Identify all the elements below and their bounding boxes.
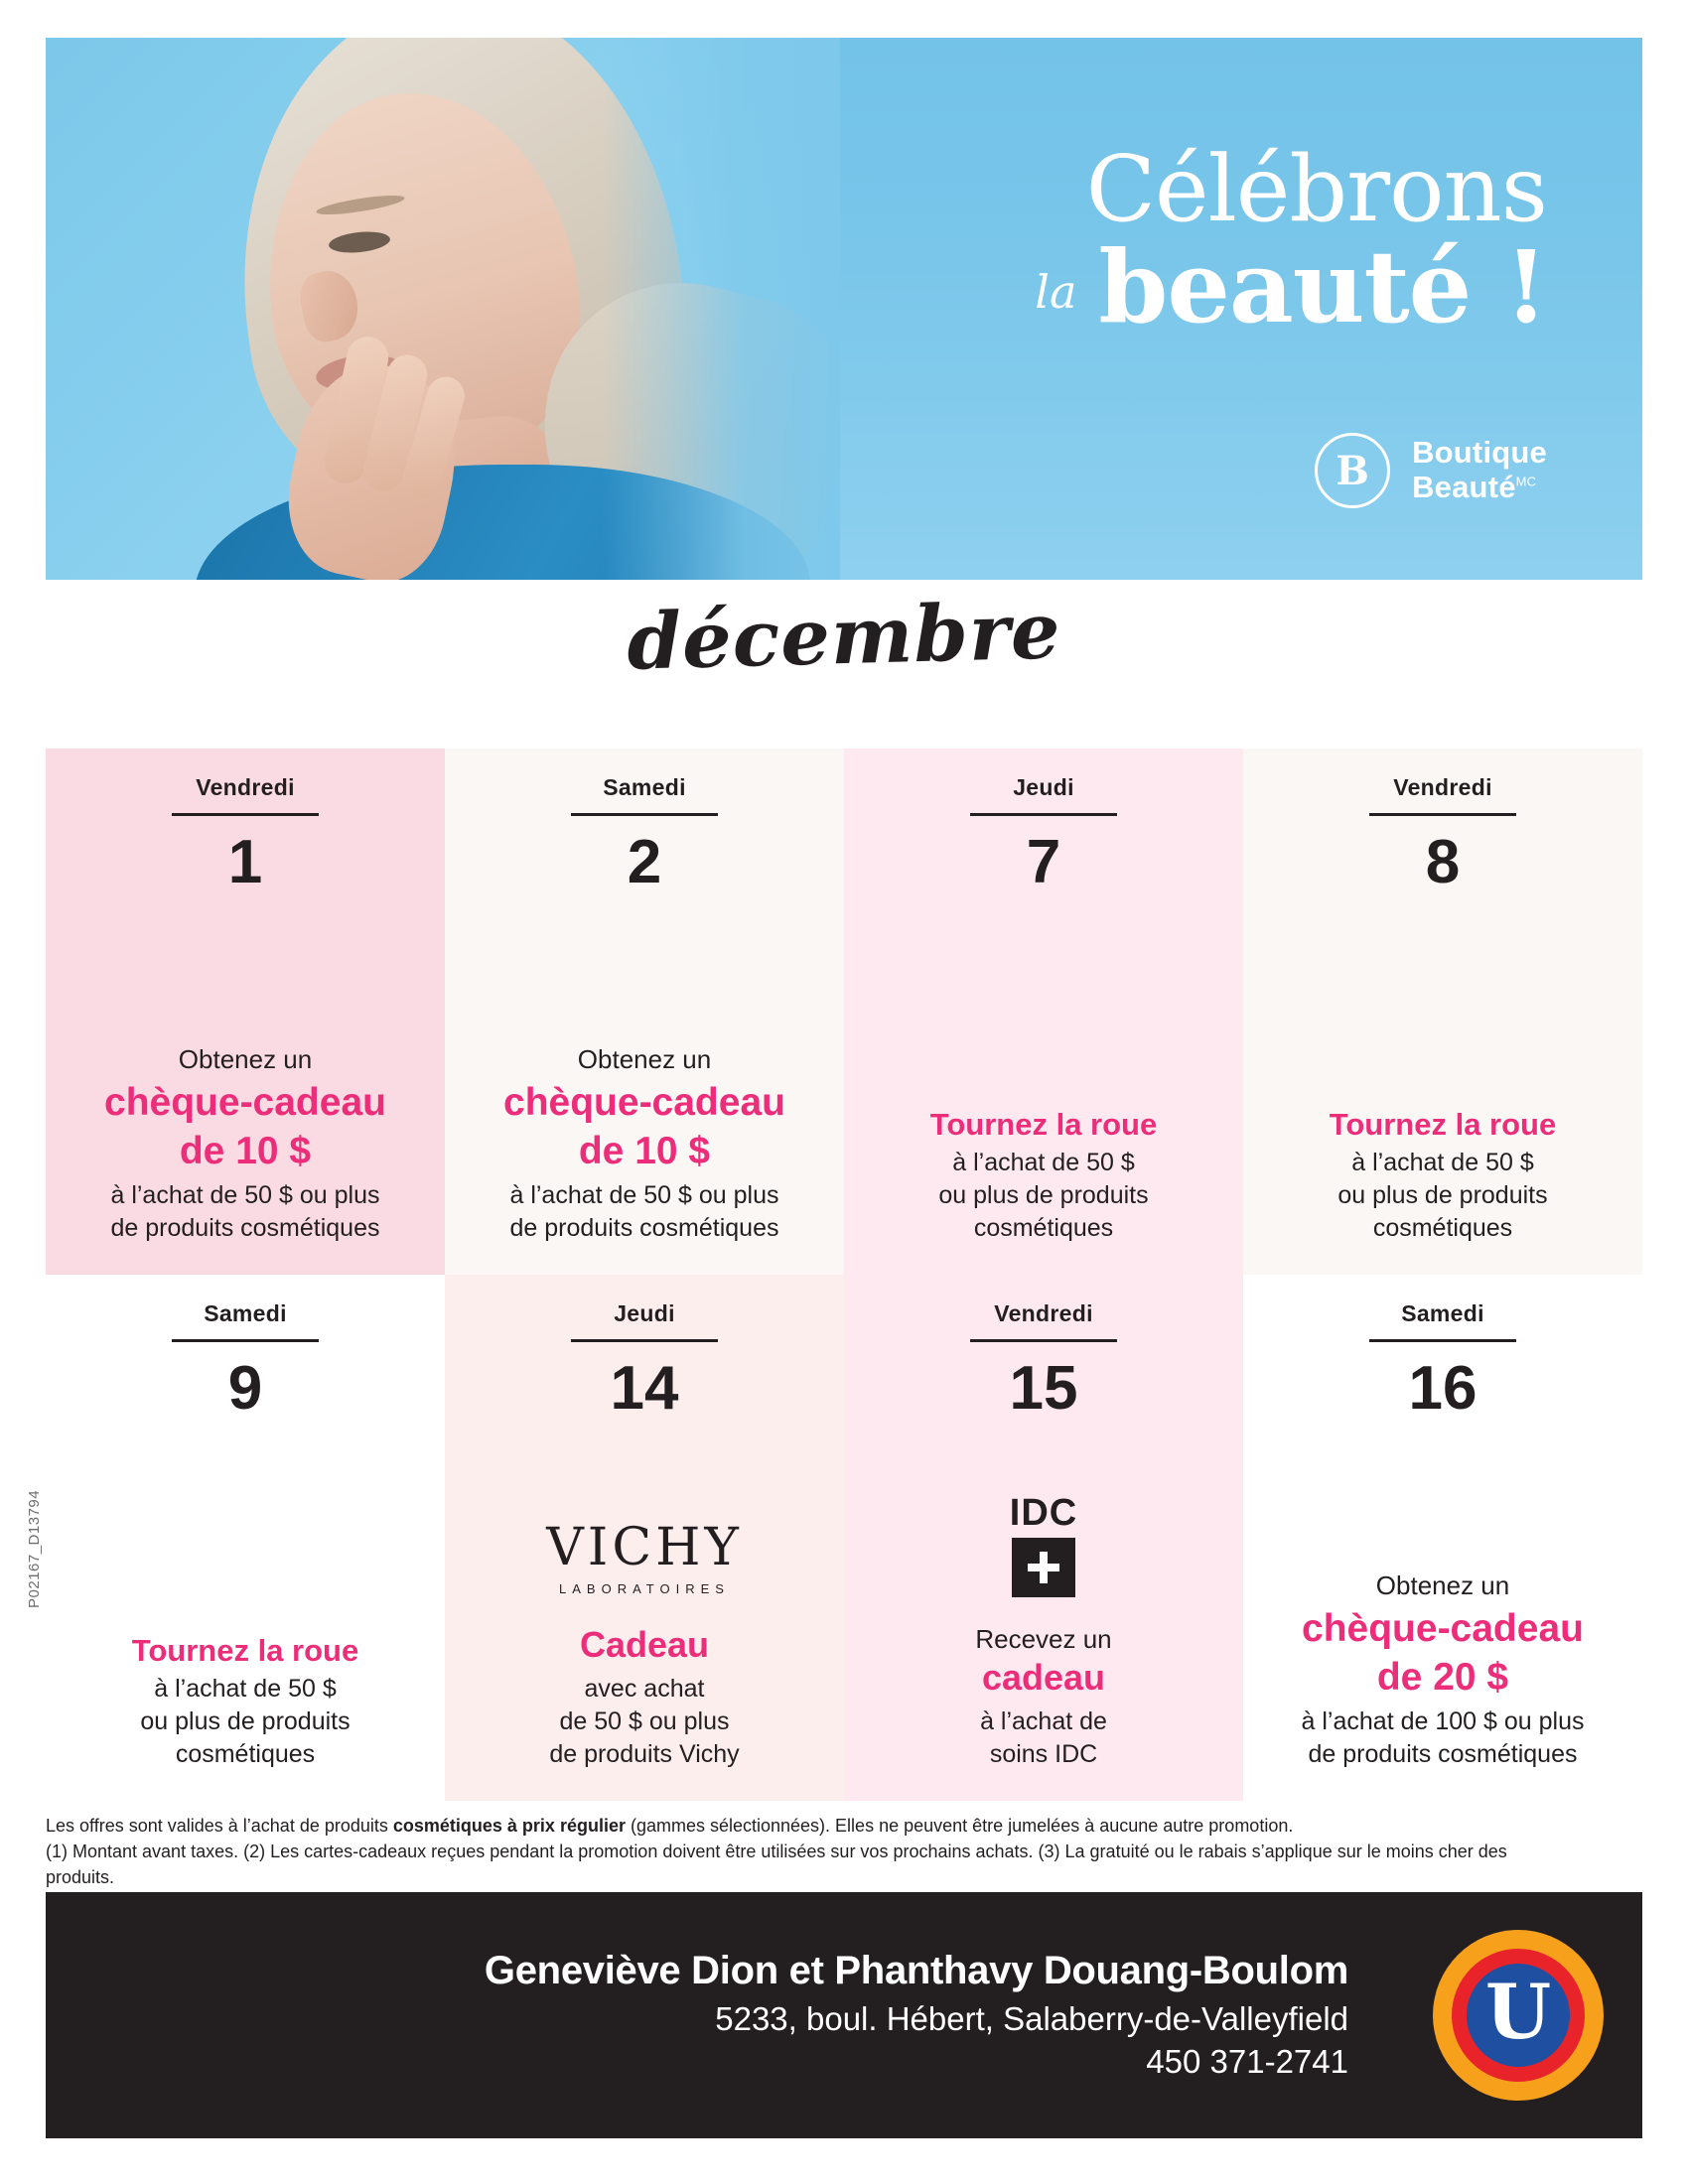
day-divider (1369, 1339, 1516, 1342)
offer-body (71, 1627, 419, 1771)
day-name: Jeudi (614, 1300, 675, 1326)
offer-line: à l’achat de 50 $ (1351, 1149, 1534, 1176)
day-name: Jeudi (1013, 774, 1074, 800)
day-name: Samedi (1401, 1300, 1484, 1326)
hero-headline-la: la (1035, 265, 1077, 320)
offer-line: Tournez la roue (1329, 1107, 1557, 1143)
offer-line: Obtenez un (1375, 1570, 1510, 1600)
offer-body (1269, 1101, 1617, 1245)
offer-line: à l’achat de (980, 1707, 1107, 1735)
day-divider (172, 813, 319, 816)
vichy-logo (471, 1518, 818, 1596)
hero-portrait-image (46, 38, 840, 580)
day-divider (970, 813, 1117, 816)
offer-line: soins IDC (989, 1740, 1098, 1768)
offer-line: à l’achat de 50 $ (952, 1149, 1135, 1176)
day-divider (571, 813, 718, 816)
day-name: Samedi (204, 1300, 287, 1326)
day-name: Samedi (603, 774, 686, 800)
uniprix-logo (1394, 1930, 1642, 2101)
uniprix-logo-ring-outer (1433, 1930, 1604, 2101)
day-name: Vendredi (196, 774, 295, 800)
offer-body (471, 1518, 818, 1771)
vichy-logo-subtitle: LABORATOIRES (559, 1580, 730, 1596)
idc-logo (870, 1491, 1217, 1597)
uniprix-logo-ring-inner (1452, 1949, 1585, 2082)
brand-name-line2-wrap (1412, 471, 1547, 505)
brand-name-line2: Beauté (1412, 470, 1516, 504)
offer-line: cosmétiques (973, 1214, 1114, 1242)
offer-body (471, 1043, 818, 1245)
store-address: 5233, boul. Hébert, Salaberry-de-Valleyfield (715, 2000, 1348, 2038)
day-number: 2 (627, 828, 662, 896)
store-info (46, 1947, 1394, 2084)
offer-line: cadeau (981, 1656, 1106, 1698)
offer-line: de 20 $ (1376, 1656, 1509, 1700)
calendar-day-cell (445, 1275, 844, 1801)
store-footer (46, 1892, 1642, 2138)
brand-name-line1: Boutique (1412, 435, 1547, 471)
legal-p2: (1) Montant avant taxes. (2) Les cartes-cadeaux reçues pendant la promotion doivent être utilisées sur vos prochains achats. (3) La gratuité ou le rabais s’applique sur le moins cher des produits. (46, 1842, 1507, 1888)
offer-body (870, 1101, 1217, 1245)
offer-line: de produits cosmétiques (1308, 1740, 1578, 1768)
calendar-day-cell (844, 749, 1243, 1275)
store-phone: 450 371-2741 (1146, 2043, 1348, 2080)
offer-line: chèque-cadeau (1302, 1606, 1584, 1650)
day-divider (172, 1339, 319, 1342)
offer-line: de produits Vichy (549, 1740, 740, 1768)
vichy-logo-wordmark: VICHY (546, 1517, 743, 1577)
offer-body (870, 1491, 1217, 1771)
offer-line: Tournez la roue (929, 1107, 1158, 1143)
brand-initial-icon: B (1315, 433, 1390, 508)
hero-headline-line1: Célébrons (1085, 136, 1547, 242)
photo-fade-overlay (602, 38, 840, 580)
idc-cross-icon (1012, 1538, 1075, 1597)
offer-line: ou plus de produits (1337, 1181, 1548, 1209)
day-number: 9 (227, 1354, 263, 1423)
legal-p1-a: Les offres sont valides à l’achat de produits (46, 1816, 393, 1836)
offer-line: Recevez un (975, 1623, 1112, 1654)
offer-line: Obtenez un (577, 1043, 712, 1074)
promotions-calendar (46, 749, 1642, 1801)
hero-headline (832, 136, 1547, 346)
day-number: 15 (1009, 1354, 1078, 1423)
offer-line: de produits cosmétiques (509, 1214, 779, 1242)
day-divider (571, 1339, 718, 1342)
offer-line: à l’achat de 50 $ (154, 1675, 337, 1703)
idc-logo-wordmark: IDC (1009, 1491, 1078, 1534)
offer-line: Obtenez un (178, 1043, 313, 1074)
offer-line: ou plus de produits (938, 1181, 1149, 1209)
print-code: P02167_D13794 (26, 1489, 43, 1608)
hero-headline-line2-wrap (832, 228, 1547, 346)
legal-text (46, 1813, 1533, 1890)
calendar-day-cell (46, 749, 445, 1275)
hero-headline-beaute: beauté ! (1098, 228, 1547, 346)
calendar-day-cell (445, 749, 844, 1275)
day-number: 8 (1425, 828, 1461, 896)
day-number: 14 (610, 1354, 679, 1423)
offer-line: de 50 $ ou plus (559, 1707, 730, 1735)
brand-trademark: MC (1515, 474, 1537, 489)
offer-line: de produits cosmétiques (110, 1214, 380, 1242)
offer-body (71, 1043, 419, 1245)
offer-line: cosmétiques (175, 1740, 316, 1768)
legal-p1-bold: cosmétiques à prix régulier (392, 1816, 626, 1836)
offer-line: à l’achat de 100 $ ou plus (1301, 1707, 1585, 1735)
day-name: Vendredi (1393, 774, 1492, 800)
day-number: 1 (227, 828, 263, 896)
offer-line: à l’achat de 50 $ ou plus (509, 1181, 779, 1209)
legal-p1-c: (gammes sélectionnées). Elles ne peuvent être jumelées à aucune autre promotion. (625, 1816, 1294, 1836)
month-title: décembre (626, 586, 1062, 688)
offer-body (1269, 1570, 1617, 1771)
offer-line: chèque-cadeau (104, 1080, 386, 1124)
day-divider (970, 1339, 1117, 1342)
offer-line: à l’achat de 50 $ ou plus (110, 1181, 380, 1209)
day-number: 7 (1026, 828, 1061, 896)
offer-line: de 10 $ (179, 1130, 312, 1173)
day-divider (1369, 813, 1516, 816)
offer-line: Cadeau (579, 1623, 710, 1665)
calendar-day-cell (1243, 749, 1642, 1275)
offer-line: de 10 $ (578, 1130, 711, 1173)
calendar-day-cell (46, 1275, 445, 1801)
pharmacist-names: Geneviève Dion et Phanthavy Douang-Boulom (484, 1949, 1348, 1993)
calendar-day-cell (844, 1275, 1243, 1801)
hero-banner (46, 38, 1642, 580)
offer-line: chèque-cadeau (503, 1080, 785, 1124)
brand-name (1412, 436, 1547, 504)
offer-line: Tournez la roue (131, 1633, 359, 1669)
offer-line: ou plus de produits (140, 1707, 351, 1735)
day-number: 16 (1408, 1354, 1477, 1423)
offer-line: avec achat (584, 1675, 705, 1703)
offer-line: cosmétiques (1372, 1214, 1513, 1242)
calendar-day-cell (1243, 1275, 1642, 1801)
boutique-beaute-logo (1315, 433, 1547, 508)
day-name: Vendredi (994, 1300, 1093, 1326)
uniprix-logo-letter: U (1467, 1964, 1570, 2067)
